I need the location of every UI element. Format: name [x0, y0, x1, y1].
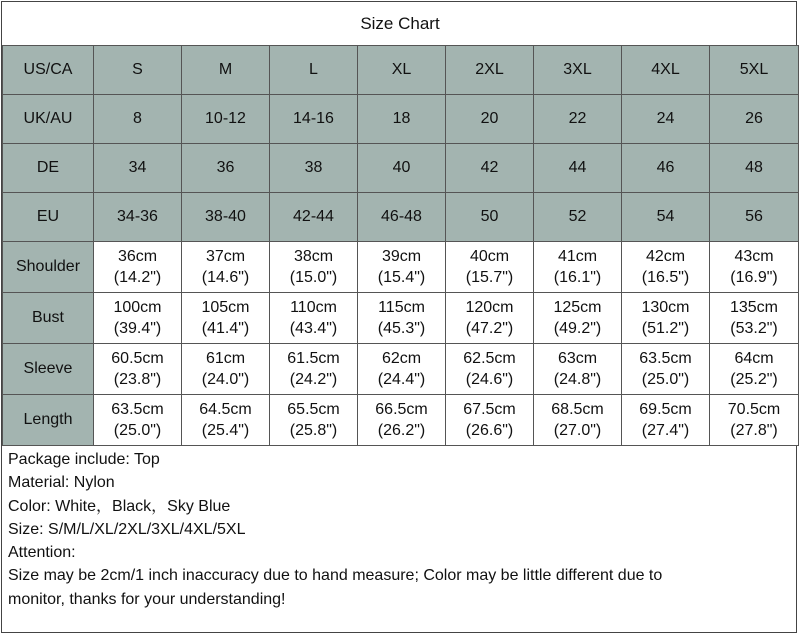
size-cell: L: [270, 46, 358, 95]
measurement-cell: [446, 293, 534, 344]
measurement-cm: 105cm: [201, 299, 250, 316]
measurement-row: [3, 395, 799, 446]
measurement-cm: 60.5cm: [111, 350, 164, 367]
measurement-cell: [270, 395, 358, 446]
row-label: DE: [3, 144, 94, 193]
measurement-inch: (45.3"): [377, 320, 426, 337]
measurement-inch: (25.2"): [730, 371, 778, 388]
measurement-cm: 41cm: [557, 248, 598, 265]
size-cell: M: [182, 46, 270, 95]
measurement-cell: [94, 395, 182, 446]
measurement-cell: [534, 395, 622, 446]
measurement-cm: 64cm: [734, 350, 774, 367]
measurement-cell: [182, 395, 270, 446]
measurement-cell: [534, 293, 622, 344]
size-cell: XL: [358, 46, 446, 95]
measurement-inch: (43.4"): [289, 320, 338, 337]
measurement-cm: 37cm: [205, 248, 246, 265]
size-cell: 34-36: [94, 193, 182, 242]
measurement-cm: 62.5cm: [463, 350, 516, 367]
note-color: Color: White，Black，Sky Blue: [8, 497, 231, 515]
measurement-cm: 69.5cm: [639, 401, 692, 418]
measurement-inch: (16.1"): [553, 269, 602, 286]
size-cell: 42: [446, 144, 534, 193]
size-cell: 14-16: [270, 95, 358, 144]
measurement-inch: (25.0"): [641, 371, 690, 388]
measurement-inch: (16.9"): [730, 269, 778, 286]
size-cell: 22: [534, 95, 622, 144]
measurement-cell: [534, 242, 622, 293]
size-cell: 56: [710, 193, 799, 242]
size-row: [3, 144, 799, 193]
measurement-cm: 42cm: [645, 248, 686, 265]
size-table: [2, 45, 799, 446]
size-row: [3, 95, 799, 144]
measurement-cm: 100cm: [113, 299, 162, 316]
measurement-cm: 62cm: [381, 350, 422, 367]
note-disclaimer-line-1: Size may be 2cm/1 inch inaccuracy due to hand measure; Color may be little different due to: [8, 567, 663, 585]
size-cell: 26: [710, 95, 799, 144]
product-notes: [8, 448, 794, 611]
size-cell: 42-44: [270, 193, 358, 242]
measurement-cm: 67.5cm: [463, 401, 516, 418]
measurement-cm: 64.5cm: [199, 401, 252, 418]
measurement-cm: 120cm: [465, 299, 514, 316]
size-row: [3, 193, 799, 242]
measurement-cell: [710, 293, 799, 344]
note-material: Material: Nylon: [8, 474, 115, 492]
measurement-cell: [358, 293, 446, 344]
measurement-inch: (26.2"): [377, 422, 426, 439]
size-chart-frame: [1, 1, 797, 633]
measurement-cell: [622, 293, 710, 344]
size-cell: 2XL: [446, 46, 534, 95]
measurement-row: [3, 242, 799, 293]
measurement-inch: (15.0"): [289, 269, 338, 286]
measurement-cell: [710, 242, 799, 293]
measurement-cm: 63.5cm: [111, 401, 164, 418]
measurement-cell: [446, 395, 534, 446]
measurement-inch: (49.2"): [553, 320, 602, 337]
measurement-cell: [446, 242, 534, 293]
chart-title: Size Chart: [2, 2, 798, 46]
measurement-cell: [710, 395, 799, 446]
measurement-cm: 36cm: [117, 248, 158, 265]
measurement-inch: (15.7"): [465, 269, 514, 286]
measurement-inch: (14.6"): [201, 269, 250, 286]
measurement-cm: 135cm: [729, 299, 779, 316]
measurement-cell: [270, 293, 358, 344]
measurement-cm: 63cm: [557, 350, 598, 367]
measurement-cell: [534, 344, 622, 395]
measurement-inch: (27.4"): [641, 422, 690, 439]
measurement-cm: 66.5cm: [375, 401, 428, 418]
measurement-inch: (24.2"): [289, 371, 338, 388]
row-label: US/CA: [3, 46, 94, 95]
measurement-row: [3, 344, 799, 395]
size-cell: 46-48: [358, 193, 446, 242]
size-cell: 46: [622, 144, 710, 193]
measurement-inch: (16.5"): [641, 269, 690, 286]
measurement-inch: (25.0"): [113, 422, 162, 439]
row-label: UK/AU: [3, 95, 94, 144]
size-cell: 20: [446, 95, 534, 144]
measurement-inch: (47.2"): [465, 320, 514, 337]
size-cell: 50: [446, 193, 534, 242]
measurement-inch: (27.0"): [553, 422, 602, 439]
measurement-inch: (14.2"): [113, 269, 162, 286]
measurement-cell: [622, 395, 710, 446]
note-package: Package include: Top: [8, 451, 160, 468]
size-cell: 24: [622, 95, 710, 144]
measurement-cell: [94, 344, 182, 395]
size-cell: 34: [94, 144, 182, 193]
measurement-cell: [622, 242, 710, 293]
measurement-cm: 43cm: [734, 248, 774, 265]
size-cell: 36: [182, 144, 270, 193]
measurement-cell: [446, 344, 534, 395]
note-disclaimer-line-2: monitor, thanks for your understanding!: [8, 590, 286, 608]
measurement-label: Length: [3, 395, 94, 446]
size-cell: 48: [710, 144, 799, 193]
measurement-cell: [358, 242, 446, 293]
measurement-label: Sleeve: [3, 344, 94, 395]
measurement-inch: (27.8"): [730, 422, 778, 439]
measurement-inch: (26.6"): [465, 422, 514, 439]
measurement-cell: [182, 344, 270, 395]
measurement-cell: [358, 344, 446, 395]
size-cell: 10-12: [182, 95, 270, 144]
measurement-row: [3, 293, 799, 344]
measurement-cell: [622, 344, 710, 395]
size-cell: 3XL: [534, 46, 622, 95]
measurement-cm: 110cm: [290, 299, 337, 316]
size-row: [3, 46, 799, 95]
measurement-inch: (24.4"): [377, 371, 426, 388]
measurement-cm: 61cm: [205, 350, 246, 367]
measurement-inch: (41.4"): [201, 320, 250, 337]
measurement-cm: 63.5cm: [639, 350, 692, 367]
measurement-cell: [270, 242, 358, 293]
measurement-cm: 61.5cm: [287, 350, 340, 367]
measurement-cm: 39cm: [381, 248, 422, 265]
measurement-cm: 125cm: [553, 299, 602, 316]
measurement-cm: 65.5cm: [287, 401, 340, 418]
measurement-inch: (39.4"): [113, 320, 162, 337]
size-cell: 18: [358, 95, 446, 144]
measurement-cell: [710, 344, 799, 395]
measurement-label: Bust: [3, 293, 94, 344]
size-cell: 40: [358, 144, 446, 193]
measurement-cm: 130cm: [641, 299, 690, 316]
measurement-inch: (25.4"): [201, 422, 250, 439]
measurement-cm: 115cm: [378, 299, 425, 316]
measurement-label: Shoulder: [3, 242, 94, 293]
measurement-cell: [270, 344, 358, 395]
measurement-cell: [358, 395, 446, 446]
measurement-cell: [182, 293, 270, 344]
size-cell: 38: [270, 144, 358, 193]
measurement-inch: (24.8"): [553, 371, 602, 388]
size-cell: 54: [622, 193, 710, 242]
measurement-inch: (24.6"): [465, 371, 514, 388]
size-cell: 5XL: [710, 46, 799, 95]
measurement-inch: (24.0"): [201, 371, 250, 388]
measurement-inch: (23.8"): [113, 371, 162, 388]
note-size: Size: S/M/L/XL/2XL/3XL/4XL/5XL: [8, 520, 246, 538]
measurement-cm: 68.5cm: [551, 401, 604, 418]
measurement-cm: 40cm: [469, 248, 510, 265]
measurement-inch: (53.2"): [730, 320, 778, 337]
measurement-cell: [182, 242, 270, 293]
size-cell: 8: [94, 95, 182, 144]
size-cell: S: [94, 46, 182, 95]
measurement-cell: [94, 242, 182, 293]
size-cell: 52: [534, 193, 622, 242]
size-cell: 38-40: [182, 193, 270, 242]
size-cell: 4XL: [622, 46, 710, 95]
row-label: EU: [3, 193, 94, 242]
note-attention: Attention:: [8, 544, 76, 562]
measurement-inch: (51.2"): [641, 320, 690, 337]
measurement-cm: 70.5cm: [727, 401, 781, 418]
measurement-inch: (25.8"): [289, 422, 338, 439]
size-cell: 44: [534, 144, 622, 193]
measurement-cm: 38cm: [293, 248, 334, 265]
measurement-inch: (15.4"): [377, 269, 426, 286]
measurement-cell: [94, 293, 182, 344]
